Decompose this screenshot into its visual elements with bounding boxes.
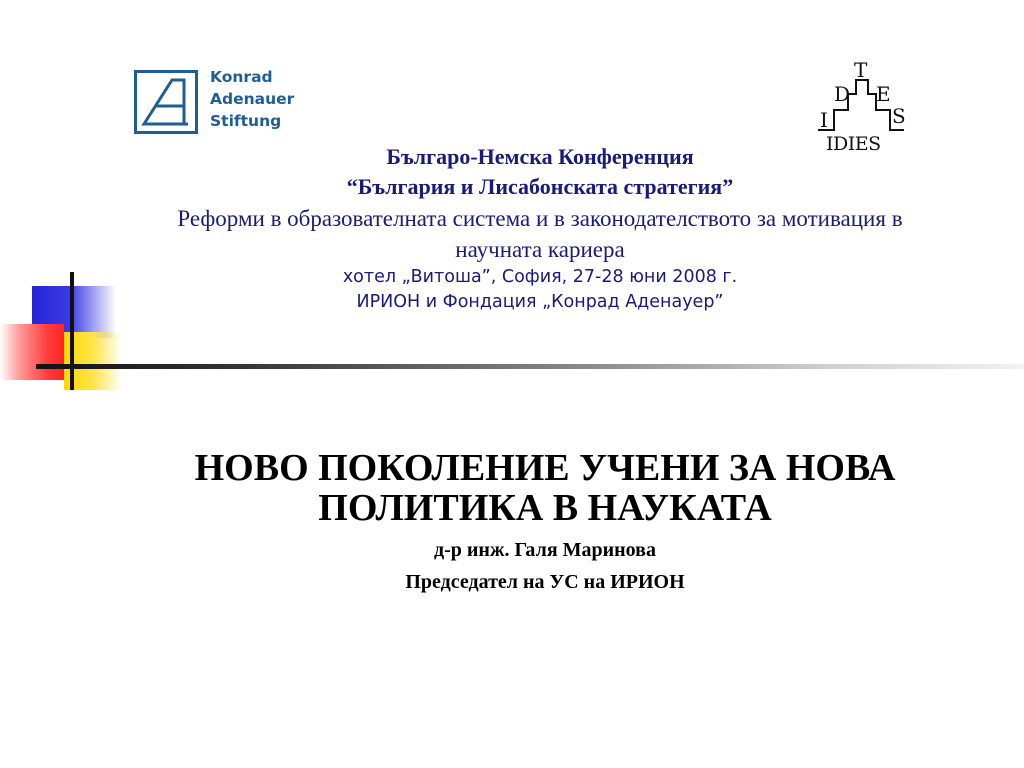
conference-name: Българо-Немска Конференция (386, 144, 694, 169)
kas-logo-text (210, 66, 294, 132)
presentation-title (60, 448, 1024, 528)
horizontal-divider (36, 364, 1024, 369)
kas-logo-line-3: Stiftung (210, 112, 282, 130)
idies-letter-t: T (854, 58, 868, 82)
idies-wordmark: IDIES (826, 133, 881, 155)
idies-letter-e: E (876, 82, 891, 106)
idies-letter-i: I (820, 108, 828, 132)
author-role: Председател на УС на ИРИОН (405, 571, 685, 593)
konrad-adenauer-stiftung-logo (134, 66, 314, 138)
presentation-title-block (60, 448, 1024, 596)
kas-emblem-icon (134, 70, 198, 134)
presentation-title-line-1: НОВО ПОКОЛЕНИЕ УЧЕНИ ЗА НОВА (194, 447, 896, 489)
vertical-divider (70, 272, 74, 390)
presentation-title-line-2: ПОЛИТИКА В НАУКАТА (318, 487, 772, 529)
decorative-squares (0, 270, 160, 400)
kas-logo-line-2: Adenauer (210, 90, 295, 108)
conference-organizers: ИРИОН и Фондация „Конрад Аденауер” (356, 292, 724, 312)
author-name: д-р инж. Галя Маринова (434, 539, 656, 561)
conference-header (150, 143, 930, 315)
conference-venue: хотел „Витоша”, София, 27-28 юни 2008 г. (342, 267, 738, 287)
idies-letter-d: D (834, 82, 851, 106)
conference-title: “България и Лисабонската стратегия” (346, 174, 734, 199)
red-square (0, 324, 64, 380)
idies-letter-s: S (892, 104, 906, 128)
conference-subtitle: Реформи в образователната система и в законодателството за мотивация в научната кариера (177, 206, 903, 262)
kas-logo-line-1: Konrad (210, 68, 273, 86)
